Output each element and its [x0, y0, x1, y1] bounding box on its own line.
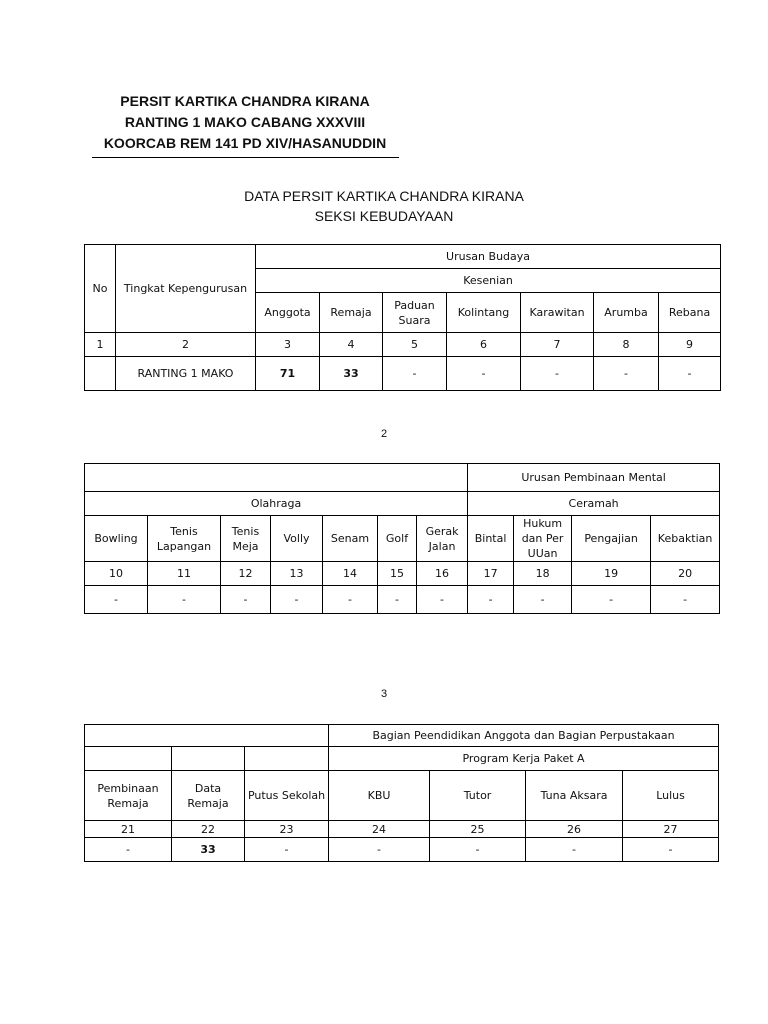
table-row-numbers	[85, 562, 720, 586]
col-number: 12	[221, 562, 271, 586]
header-empty	[245, 747, 329, 771]
cell: -	[148, 586, 221, 614]
cell: -	[526, 838, 623, 862]
col-number: 20	[651, 562, 720, 586]
col-header: Volly	[271, 516, 323, 562]
header-urusan-budaya: Urusan Budaya	[256, 245, 721, 269]
cell: -	[323, 586, 378, 614]
header-line-2: RANTING 1 MAKO CABANG XXXVIII	[124, 114, 366, 130]
header-empty	[85, 747, 172, 771]
cell: -	[329, 838, 430, 862]
header-empty	[85, 725, 329, 747]
cell: 33	[172, 838, 245, 862]
col-number: 19	[572, 562, 651, 586]
col-header: Putus Sekolah	[245, 771, 329, 821]
header-divider	[92, 157, 399, 158]
header-bagian-pendidikan: Bagian Peendidikan Anggota dan Bagian Perpustakaan	[329, 725, 719, 747]
col-number: 6	[447, 333, 521, 357]
header-empty	[85, 464, 468, 492]
title-line-1: DATA PERSIT KARTIKA CHANDRA KIRANA	[244, 188, 524, 204]
col-number: 18	[514, 562, 572, 586]
col-number: 22	[172, 821, 245, 838]
table-olahraga-mental	[84, 463, 720, 614]
cell: RANTING 1 MAKO	[116, 357, 256, 391]
cell: 33	[320, 357, 383, 391]
header-line-1: PERSIT KARTIKA CHANDRA KIRANA	[120, 93, 370, 109]
col-header: Pengajian	[572, 516, 651, 562]
col-number: 24	[329, 821, 430, 838]
col-number: 15	[378, 562, 417, 586]
header-olahraga: Olahraga	[85, 492, 468, 516]
col-number: 26	[526, 821, 623, 838]
table-row	[85, 838, 719, 862]
cell	[85, 357, 116, 391]
cell: -	[383, 357, 447, 391]
col-number: 13	[271, 562, 323, 586]
col-number: 2	[116, 333, 256, 357]
col-number: 23	[245, 821, 329, 838]
col-number: 1	[85, 333, 116, 357]
page-number: 2	[380, 428, 388, 440]
header-tingkat-kepengurusan: Tingkat Kepengurusan	[116, 245, 256, 333]
col-header: Tutor	[430, 771, 526, 821]
table-row-numbers	[85, 333, 721, 357]
col-header: Pembinaan Remaja	[85, 771, 172, 821]
table-row-numbers	[85, 821, 719, 838]
col-header: Kolintang	[447, 293, 521, 333]
cell: 71	[256, 357, 320, 391]
col-header: Remaja	[320, 293, 383, 333]
cell: -	[378, 586, 417, 614]
col-number: 8	[594, 333, 659, 357]
col-number: 11	[148, 562, 221, 586]
col-number: 16	[417, 562, 468, 586]
organization-header	[92, 91, 398, 154]
col-header: Anggota	[256, 293, 320, 333]
cell: -	[245, 838, 329, 862]
cell: -	[468, 586, 514, 614]
cell: -	[623, 838, 719, 862]
col-header: Data Remaja	[172, 771, 245, 821]
cell: -	[85, 838, 172, 862]
col-header: Bowling	[85, 516, 148, 562]
cell: -	[594, 357, 659, 391]
col-number: 10	[85, 562, 148, 586]
title-line-2: SEKSI KEBUDAYAAN	[314, 208, 454, 224]
col-number: 3	[256, 333, 320, 357]
col-number: 7	[521, 333, 594, 357]
col-header: KBU	[329, 771, 430, 821]
col-number: 4	[320, 333, 383, 357]
col-header: Senam	[323, 516, 378, 562]
col-number: 25	[430, 821, 526, 838]
cell: -	[417, 586, 468, 614]
cell: -	[430, 838, 526, 862]
cell: -	[271, 586, 323, 614]
col-header: Golf	[378, 516, 417, 562]
cell: -	[221, 586, 271, 614]
col-number: 17	[468, 562, 514, 586]
cell: -	[521, 357, 594, 391]
table-row	[85, 586, 720, 614]
cell: -	[447, 357, 521, 391]
col-number: 5	[383, 333, 447, 357]
col-header: Tenis Meja	[221, 516, 271, 562]
header-urusan-pembinaan-mental: Urusan Pembinaan Mental	[468, 464, 720, 492]
header-ceramah: Ceramah	[468, 492, 720, 516]
table-row	[85, 357, 721, 391]
col-header: Paduan Suara	[383, 293, 447, 333]
col-number: 14	[323, 562, 378, 586]
col-number: 9	[659, 333, 721, 357]
page-number: 3	[380, 688, 388, 700]
col-header: Arumba	[594, 293, 659, 333]
cell: -	[85, 586, 148, 614]
header-no: No	[85, 245, 116, 333]
header-kesenian: Kesenian	[256, 269, 721, 293]
col-header: Gerak Jalan	[417, 516, 468, 562]
col-header: Tuna Aksara	[526, 771, 623, 821]
cell: -	[514, 586, 572, 614]
table-kesenian	[84, 244, 721, 391]
cell: -	[659, 357, 721, 391]
header-empty	[172, 747, 245, 771]
col-header: Karawitan	[521, 293, 594, 333]
col-header: Kebaktian	[651, 516, 720, 562]
header-program-kerja-paket-a: Program Kerja Paket A	[329, 747, 719, 771]
col-header: Rebana	[659, 293, 721, 333]
cell: -	[651, 586, 720, 614]
header-line-3: KOORCAB REM 141 PD XIV/HASANUDDIN	[103, 135, 387, 151]
col-header: Tenis Lapangan	[148, 516, 221, 562]
col-header: Bintal	[468, 516, 514, 562]
col-header: Hukum dan Per UUan	[514, 516, 572, 562]
col-number: 21	[85, 821, 172, 838]
col-header: Lulus	[623, 771, 719, 821]
document-title	[184, 186, 584, 226]
col-number: 27	[623, 821, 719, 838]
cell: -	[572, 586, 651, 614]
table-pendidikan-perpustakaan	[84, 724, 719, 862]
